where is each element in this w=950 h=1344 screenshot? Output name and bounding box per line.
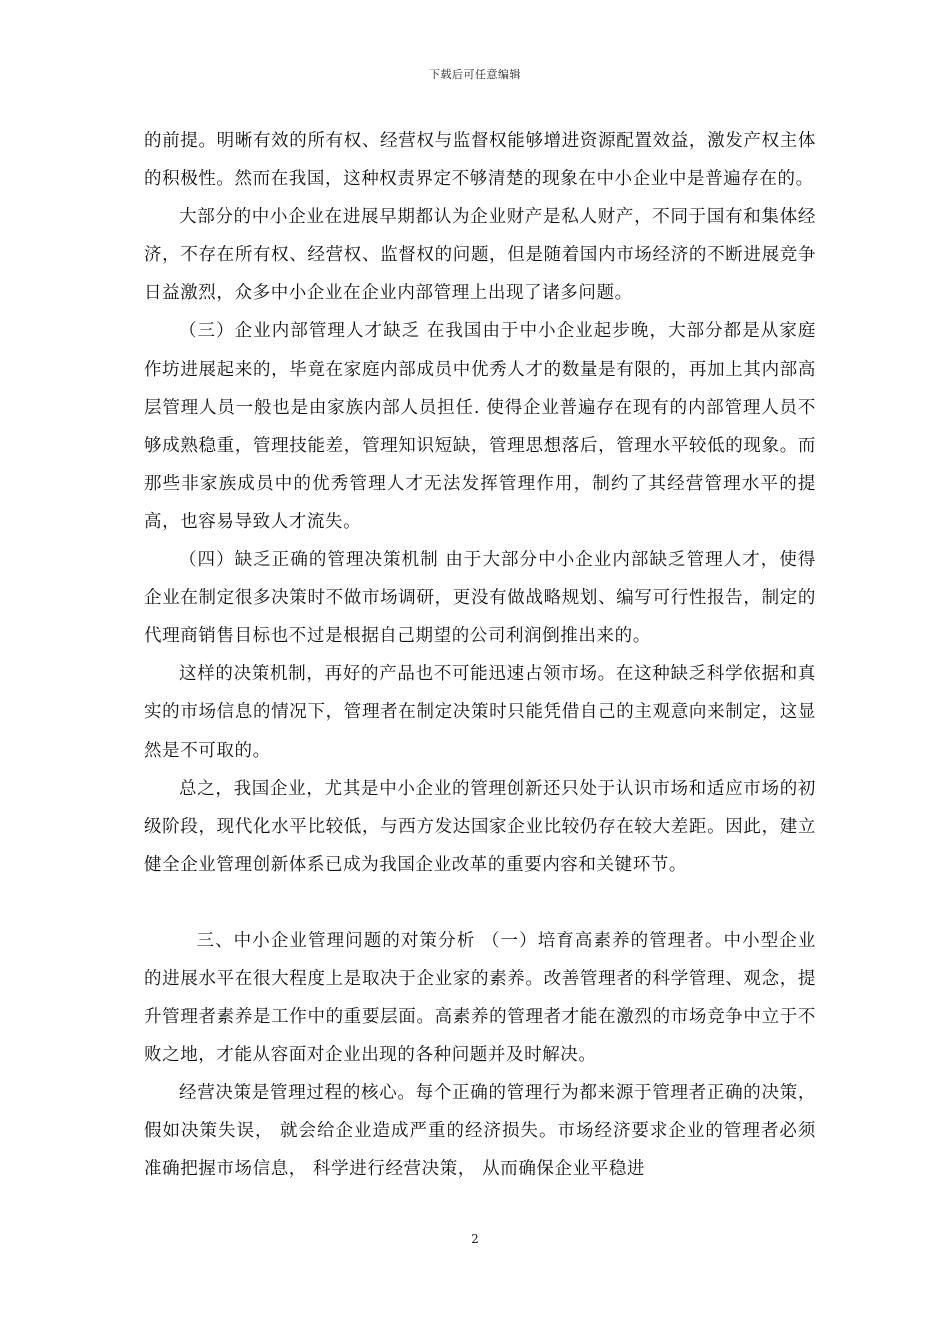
paragraph-management-decision: 经营决策是管理过程的核心。每个正确的管理行为都来源于管理者正确的决策， 假如决策失误， 就会给企业造成严重的经济损失。市场经济要求企业的管理者必须准确把握市场信息， 科学进行经营决策， 从而确保企业平稳进	[144, 1083, 816, 1180]
paragraph-decision-mechanism: 这样的决策机制，再好的产品也不可能迅速占领市场。在这种缺乏科学依据和真实的市场信息的情况下，管理者在制定决策时只能凭借自己的主观意向来制定，这显然是不可取的。	[144, 664, 816, 761]
paragraph-countermeasures: 三、中小企业管理问题的对策分析 （一）培育高素养的管理者。中小型企业的进展水平在很大程度上是取决于企业家的素养。改善管理者的科学管理、观念，提升管理者素养是工作中的重要层面。高素养的管理者才能在激烈的市场竞争中立于不败之地，才能从容面对企业出现的各种问题并及时解决。	[144, 930, 816, 1066]
page-number: 2	[471, 1232, 479, 1246]
paragraph-conclusion: 总之，我国企业，尤其是中小企业的管理创新还只处于认识市场和适应市场的初级阶段，现代化水平比较低，与西方发达国家企业比较仍存在较大差距。因此，建立健全企业管理创新体系已成为我国企业改革的重要内容和关键环节。	[144, 778, 816, 875]
document-body	[144, 122, 816, 1189]
page-header-note: 下载后可任意编辑	[429, 68, 521, 81]
paragraph-section-three-talent: （三）企业内部管理人才缺乏 在我国由于中小企业起步晚，大部分都是从家庭作坊进展起来的，毕竟在家庭内部成员中优秀人才的数量是有限的，再加上其内部高层管理人员一般也是由家族内部人员担任. 使得企业普遍存在现有的内部管理人员不够成熟稳重，管理技能差，管理知识短缺，管理思想落后，管理水平较低的现象。而那些非家族成员中的优秀管理人才无法发挥管理作用，制约了其经营管理水平的提高，也容易导致人才流失。	[144, 321, 816, 532]
paragraph-spacer	[144, 884, 816, 922]
paragraph-section-four-decision: （四）缺乏正确的管理决策机制 由于大部分中小企业内部缺乏管理人才，使得企业在制定很多决策时不做市场调研，更没有做战略规划、编写可行性报告，制定的代理商销售目标也不过是根据自己期望的公司利润倒推出来的。	[144, 550, 816, 647]
paragraph-early-development: 大部分的中小企业在进展早期都认为企业财产是私人财产，不同于国有和集体经济，不存在所有权、经营权、监督权的问题，但是随着国内市场经济的不断进展竞争日益激烈，众多中小企业在企业内部管理上出现了诸多问题。	[144, 207, 816, 304]
paragraph-continuation: 的前提。明晰有效的所有权、经营权与监督权能够增进资源配置效益，激发产权主体的积极性。然而在我国，这种权责界定不够清楚的现象在中小企业中是普遍存在的。	[144, 131, 816, 190]
